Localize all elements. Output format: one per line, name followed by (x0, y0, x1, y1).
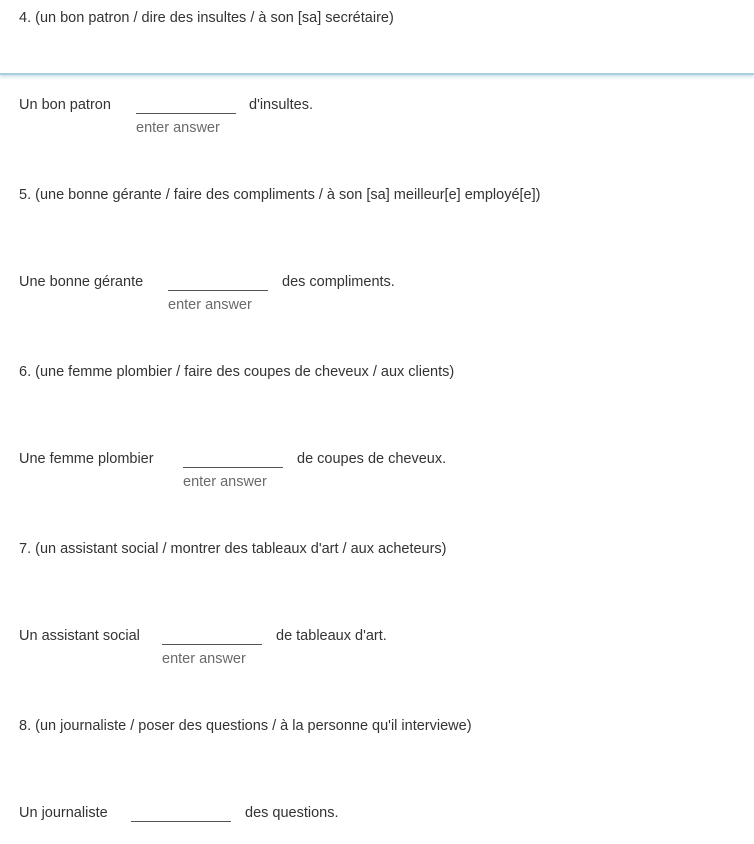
question-6-prompt: 6. (une femme plombier / faire des coupes de cheveux / aux clients) (19, 364, 455, 380)
question-4-sentence-end: d'insultes. (249, 97, 314, 113)
question-8-sentence-end: des questions. (245, 805, 339, 821)
question-5-answer-input[interactable] (168, 273, 268, 291)
question-5-blank (168, 273, 268, 313)
question-7-answer-hint: enter answer (162, 651, 246, 667)
question-4-prompt: 4. (un bon patron / dire des insultes / à son [sa] secrétaire) (19, 10, 394, 26)
question-8-blank (131, 804, 231, 822)
question-6-answer-hint: enter answer (183, 474, 267, 490)
question-6-answer-input[interactable] (183, 450, 283, 468)
question-7-answer-input[interactable] (162, 627, 262, 645)
question-4-answer-input[interactable] (136, 96, 236, 114)
question-8-sentence-start: Un journaliste (19, 805, 108, 821)
question-6-blank (183, 450, 283, 490)
question-7-prompt: 7. (un assistant social / montrer des tableaux d'art / aux acheteurs) (19, 541, 447, 557)
question-7-sentence-end: de tableaux d'art. (276, 628, 387, 644)
question-6-sentence-end: de coupes de cheveux. (297, 451, 447, 467)
question-7-blank (162, 627, 262, 667)
question-8-answer-input[interactable] (131, 804, 231, 822)
question-4-answer-hint: enter answer (136, 120, 220, 136)
question-5-answer-hint: enter answer (168, 297, 252, 313)
question-7-sentence-start: Un assistant social (19, 628, 140, 644)
question-5-prompt: 5. (une bonne gérante / faire des compliments / à son [sa] meilleur[e] employé[e]) (19, 187, 541, 203)
question-8-prompt: 8. (un journaliste / poser des questions / à la personne qu'il interviewe) (19, 718, 472, 734)
question-6-sentence-start: Une femme plombier (19, 451, 154, 467)
question-5-sentence-end: des compliments. (282, 274, 395, 290)
question-5-sentence-start: Une bonne gérante (19, 274, 144, 290)
question-4-sentence-start: Un bon patron (19, 97, 111, 113)
question-4-blank (136, 96, 236, 136)
